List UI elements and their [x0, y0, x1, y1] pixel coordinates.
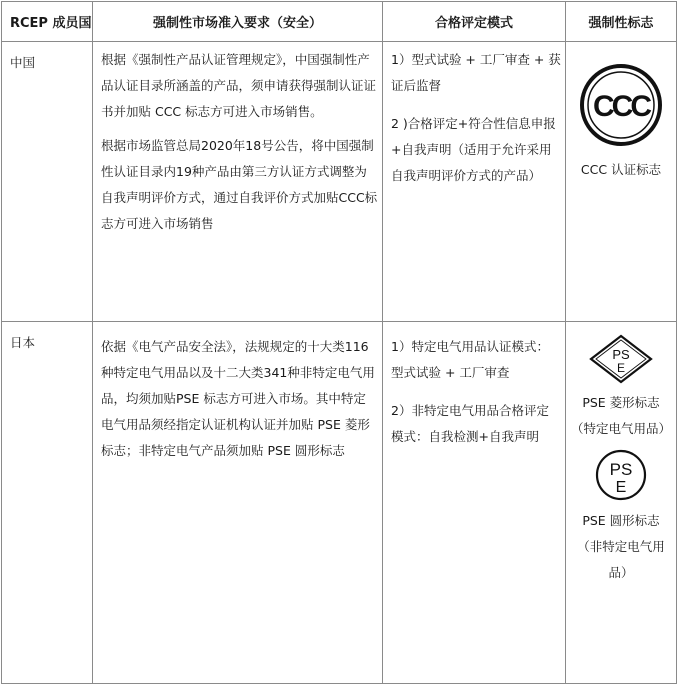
pse-circle-bottom-text: E: [615, 479, 627, 496]
conformity-item: 1）型式试验 + 工厂审查 + 获证后监督: [391, 52, 561, 93]
pse-diamond-bottom-text: E: [616, 361, 626, 375]
mark-caption: PSE 圆形标志（非特定电气用品）: [577, 513, 665, 580]
requirement-cell: [93, 322, 383, 684]
requirement-paragraph: 根据《强制性产品认证管理规定》，中国强制性产品认证目录所涵盖的产品，须申请获得强制认证证书并加贴 CCC 标志方可进入市场销售。: [101, 52, 377, 119]
rcep-market-access-table: [1, 1, 677, 684]
conformity-cell: [383, 42, 566, 322]
mark-cell: [566, 42, 677, 322]
table-row-japan: [2, 322, 677, 684]
header-member: RCEP 成员国: [2, 2, 93, 42]
country-cell: [2, 42, 93, 322]
table-header-row: [2, 2, 677, 42]
header-requirement: 强制性市场准入要求（安全）: [93, 2, 383, 42]
ccc-logo-text: CCC: [593, 90, 649, 123]
pse-diamond-icon: [589, 334, 653, 384]
requirement-paragraph: 根据市场监管总局2020年18号公告，将中国强制性认证目录内19种产品由第三方认证方式调整为自我声明评价方式，通过自我评价方式加贴CCC标志方可进入市场销售: [101, 138, 378, 231]
requirement-cell: [93, 42, 383, 322]
conformity-item: 1）特定电气用品认证模式：型式试验 + 工厂审查: [391, 339, 549, 380]
conformity-item: 2）非特定电气用品合格评定模式：自我检测+自我声明: [391, 403, 549, 444]
header-mark: 强制性标志: [566, 2, 677, 42]
requirement-paragraph: 依据《电气产品安全法》，法规规定的十大类116种特定电气用品以及十二大类341种非特定电气用品，均须加贴PSE 标志方可进入市场。其中特定电气用品须经指定认证机构认证并加贴 PSE 菱形标志；非特定电气产品须加贴 PSE 圆形标志: [101, 339, 375, 458]
ccc-mark-icon: [579, 63, 663, 147]
mark-cell: [566, 322, 677, 684]
header-conformity: 合格评定模式: [383, 2, 566, 42]
mark-caption: CCC 认证标志: [580, 162, 662, 177]
pse-circle-top-text: PS: [609, 460, 633, 479]
country-name: 中国: [10, 55, 36, 70]
country-name: 日本: [10, 335, 36, 350]
mark-caption: PSE 菱形标志（特定电气用品）: [570, 395, 671, 436]
pse-circle-icon: [594, 448, 648, 502]
conformity-cell: [383, 322, 566, 684]
table-row-china: [2, 42, 677, 322]
conformity-item: 2 )合格评定+符合性信息申报+自我声明（适用于允许采用自我声明评价方式的产品）: [391, 116, 556, 183]
country-cell: [2, 322, 93, 684]
pse-diamond-top-text: PS: [612, 347, 630, 362]
